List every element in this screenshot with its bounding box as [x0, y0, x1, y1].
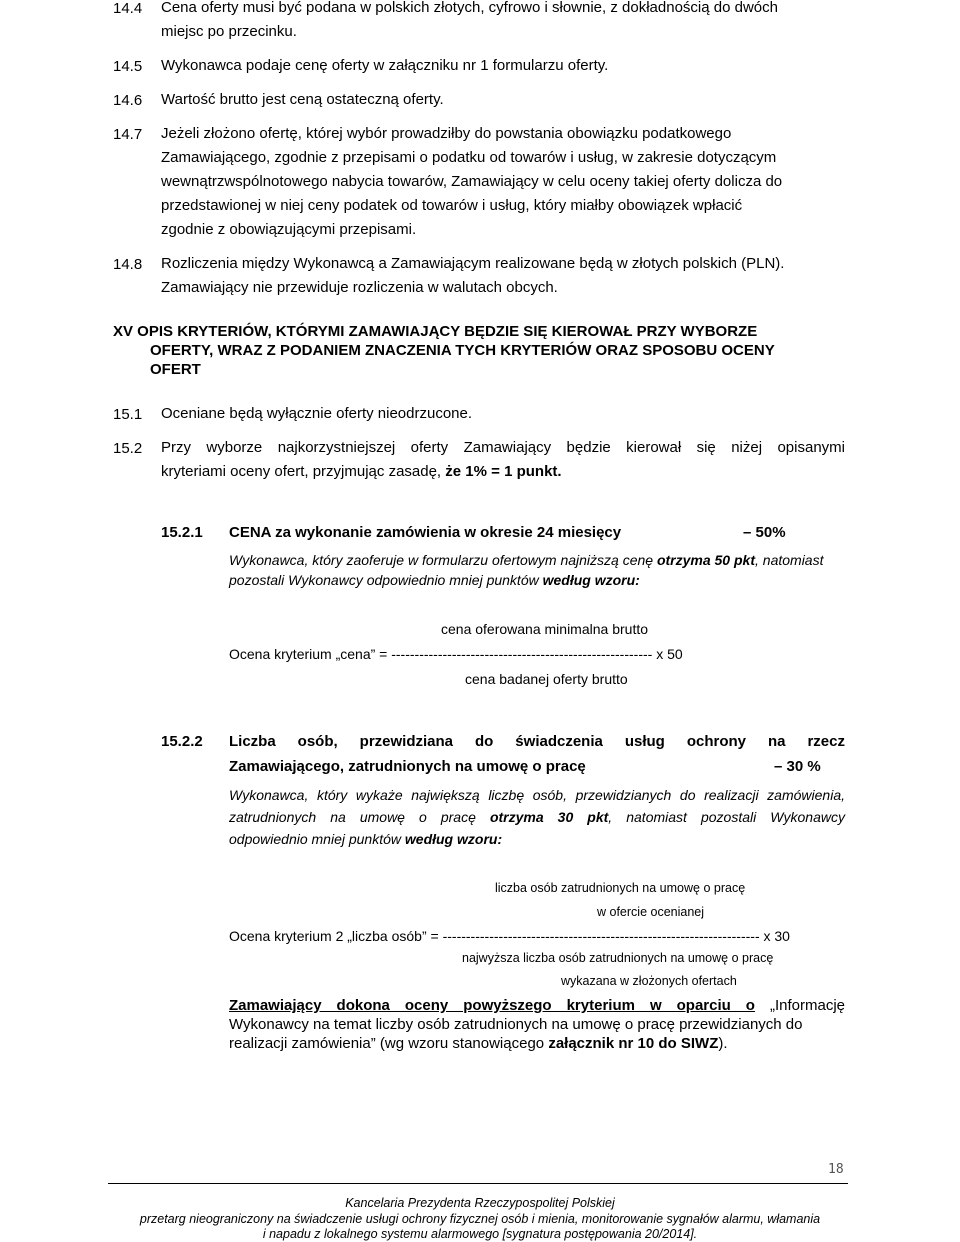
item-text-part: kryteriami oceny ofert, przyjmując zasadę,	[161, 463, 446, 480]
criterion-number: 15.2.1	[161, 524, 203, 541]
item-text: Jeżeli złożono ofertę, której wybór prowadziłby do powstania obowiązku podatkowego	[161, 125, 732, 142]
item-number: 14.4	[113, 0, 143, 17]
item-text: Rozliczenia między Wykonawcą a Zamawiającym realizowane będą w złotych polskich (PLN).	[161, 255, 785, 272]
criterion-title: Liczba osób, przewidziana do świadczenia usług ochrony na rzecz	[229, 733, 845, 750]
item-text: przedstawionej w niej ceny podatek od towarów i usług, który miałby obowiązek wpłacić	[161, 197, 743, 214]
item-text: Wykonawca podaje cenę oferty w załączniku nr 1 formularzu oferty.	[161, 57, 609, 74]
final-note-part: „Informację	[754, 997, 845, 1014]
formula-numerator: liczba osób zatrudnionych na umowę o pracę	[495, 881, 746, 895]
item-text: wewnątrzwspólnotowego nabycia towarów, Zamawiający w celu oceny takiej oferty dolicza do	[161, 173, 783, 190]
criterion-weight: – 30 %	[774, 758, 821, 775]
item-text: miejsc po przecinku.	[161, 23, 297, 40]
final-note-part: realizacji zamówienia” (wg wzoru stanowiącego	[229, 1035, 549, 1052]
final-note: Wykonawcy na temat liczby osób zatrudnionych na umowę o pracę przewidzianych do	[229, 1016, 803, 1033]
section-heading	[113, 322, 775, 379]
final-note-underlined: Zamawiający dokona oceny powyższego kryterium w oparciu o	[229, 997, 755, 1014]
item-number: 14.8	[113, 256, 143, 273]
scoring-rule: że 1% = 1 punkt.	[445, 463, 562, 480]
item-text	[161, 460, 562, 484]
item-text: Zamawiającego, zgodnie z przepisami o podatku od towarów i usług, w zakresie dotyczącym	[161, 149, 777, 166]
formula-line: Ocena kryterium 2 „liczba osób” = -------------------------------------------------------------------- x 30	[229, 928, 790, 944]
item-number: 14.6	[113, 92, 143, 109]
criterion-description	[229, 809, 845, 825]
criterion-number: 15.2.2	[161, 733, 203, 750]
desc-part: , natomiast pozostali Wykonawcy	[608, 809, 845, 825]
item-number: 14.5	[113, 58, 143, 75]
desc-part: Wykonawca, który zaoferuje w formularzu ofertowym najniższą cenę	[229, 552, 657, 568]
formula-line: Ocena kryterium „cena” = -------------------------------------------------------- x 50	[229, 646, 683, 662]
attachment-reference: załącznik nr 10 do SIWZ	[548, 1035, 719, 1052]
item-number: 15.2	[113, 440, 143, 457]
criterion-description	[229, 552, 823, 568]
criterion-weight: – 50%	[743, 524, 786, 541]
formula-numerator: cena oferowana minimalna brutto	[441, 621, 649, 637]
criterion-description	[229, 831, 502, 847]
final-note-part: ).	[718, 1035, 728, 1052]
section-heading-line: XV OPIS KRYTERIÓW, KTÓRYMI ZAMAWIAJĄCY BĘDZIE SIĘ KIEROWAŁ PRZY WYBORZE	[113, 323, 758, 340]
desc-part: , natomiast	[755, 552, 824, 568]
item-number: 15.1	[113, 406, 143, 423]
footer-line: i napadu z lokalnego systemu alarmowego [sygnatura postępowania 20/2014].	[262, 1227, 698, 1241]
footer-line: przetarg nieograniczony na świadczenie usługi ochrony fizycznej osób i mienia, monitorowanie sygnałów alarmu, włamania	[139, 1212, 821, 1226]
item-text: Oceniane będą wyłącznie oferty nieodrzucone.	[161, 405, 473, 422]
item-text: Cena oferty musi być podana w polskich złotych, cyfrowo i słownie, z dokładnością do dwóch	[161, 0, 778, 16]
formula-denominator: wykazana w złożonych ofertach	[561, 974, 737, 988]
desc-part: pozostali Wykonawcy odpowiednio mniej punktów	[229, 572, 543, 588]
desc-part: odpowiednio mniej punktów	[229, 831, 405, 847]
desc-formula-label: według wzoru:	[542, 572, 640, 588]
desc-formula-label: według wzoru:	[404, 831, 503, 847]
desc-points: otrzyma 30 pkt	[489, 809, 609, 825]
criterion-title: CENA za wykonanie zamówienia w okresie 24 miesięcy	[229, 524, 622, 541]
item-text: Wartość brutto jest ceną ostateczną oferty.	[161, 91, 444, 108]
item-text: zgodnie z obowiązującymi przepisami.	[161, 221, 417, 238]
formula-denominator: najwyższa liczba osób zatrudnionych na umowę o pracę	[462, 951, 774, 965]
formula-numerator: w ofercie ocenianej	[597, 905, 705, 919]
footer-divider	[108, 1183, 848, 1184]
criterion-description: Wykonawca, który wykaże największą liczbę osób, przewidzianych do realizacji zamówienia,	[229, 787, 845, 803]
section-heading-line: OFERT	[150, 361, 201, 378]
desc-part: zatrudnionych na umowę o pracę	[229, 809, 490, 825]
criterion-description	[229, 572, 640, 588]
item-text: Przy wyborze najkorzystniejszej oferty Zamawiający będzie kierował się niżej opisanymi	[161, 439, 845, 456]
formula-denominator: cena badanej oferty brutto	[465, 671, 628, 687]
item-text: Zamawiający nie przewiduje rozliczenia w walutach obcych.	[161, 279, 558, 296]
final-note	[229, 1035, 728, 1052]
footer-line: Kancelaria Prezydenta Rzeczypospolitej Polskiej	[345, 1196, 615, 1210]
criterion-title: Zamawiającego, zatrudnionych na umowę o pracę	[229, 758, 586, 775]
final-note	[229, 997, 845, 1014]
section-heading-line: OFERTY, WRAZ Z PODANIEM ZNACZENIA TYCH KRYTERIÓW ORAZ SPOSOBU OCENY	[150, 342, 775, 359]
page-number: 18	[828, 1162, 844, 1177]
desc-points: otrzyma 50 pkt	[656, 552, 755, 568]
item-number: 14.7	[113, 126, 143, 143]
